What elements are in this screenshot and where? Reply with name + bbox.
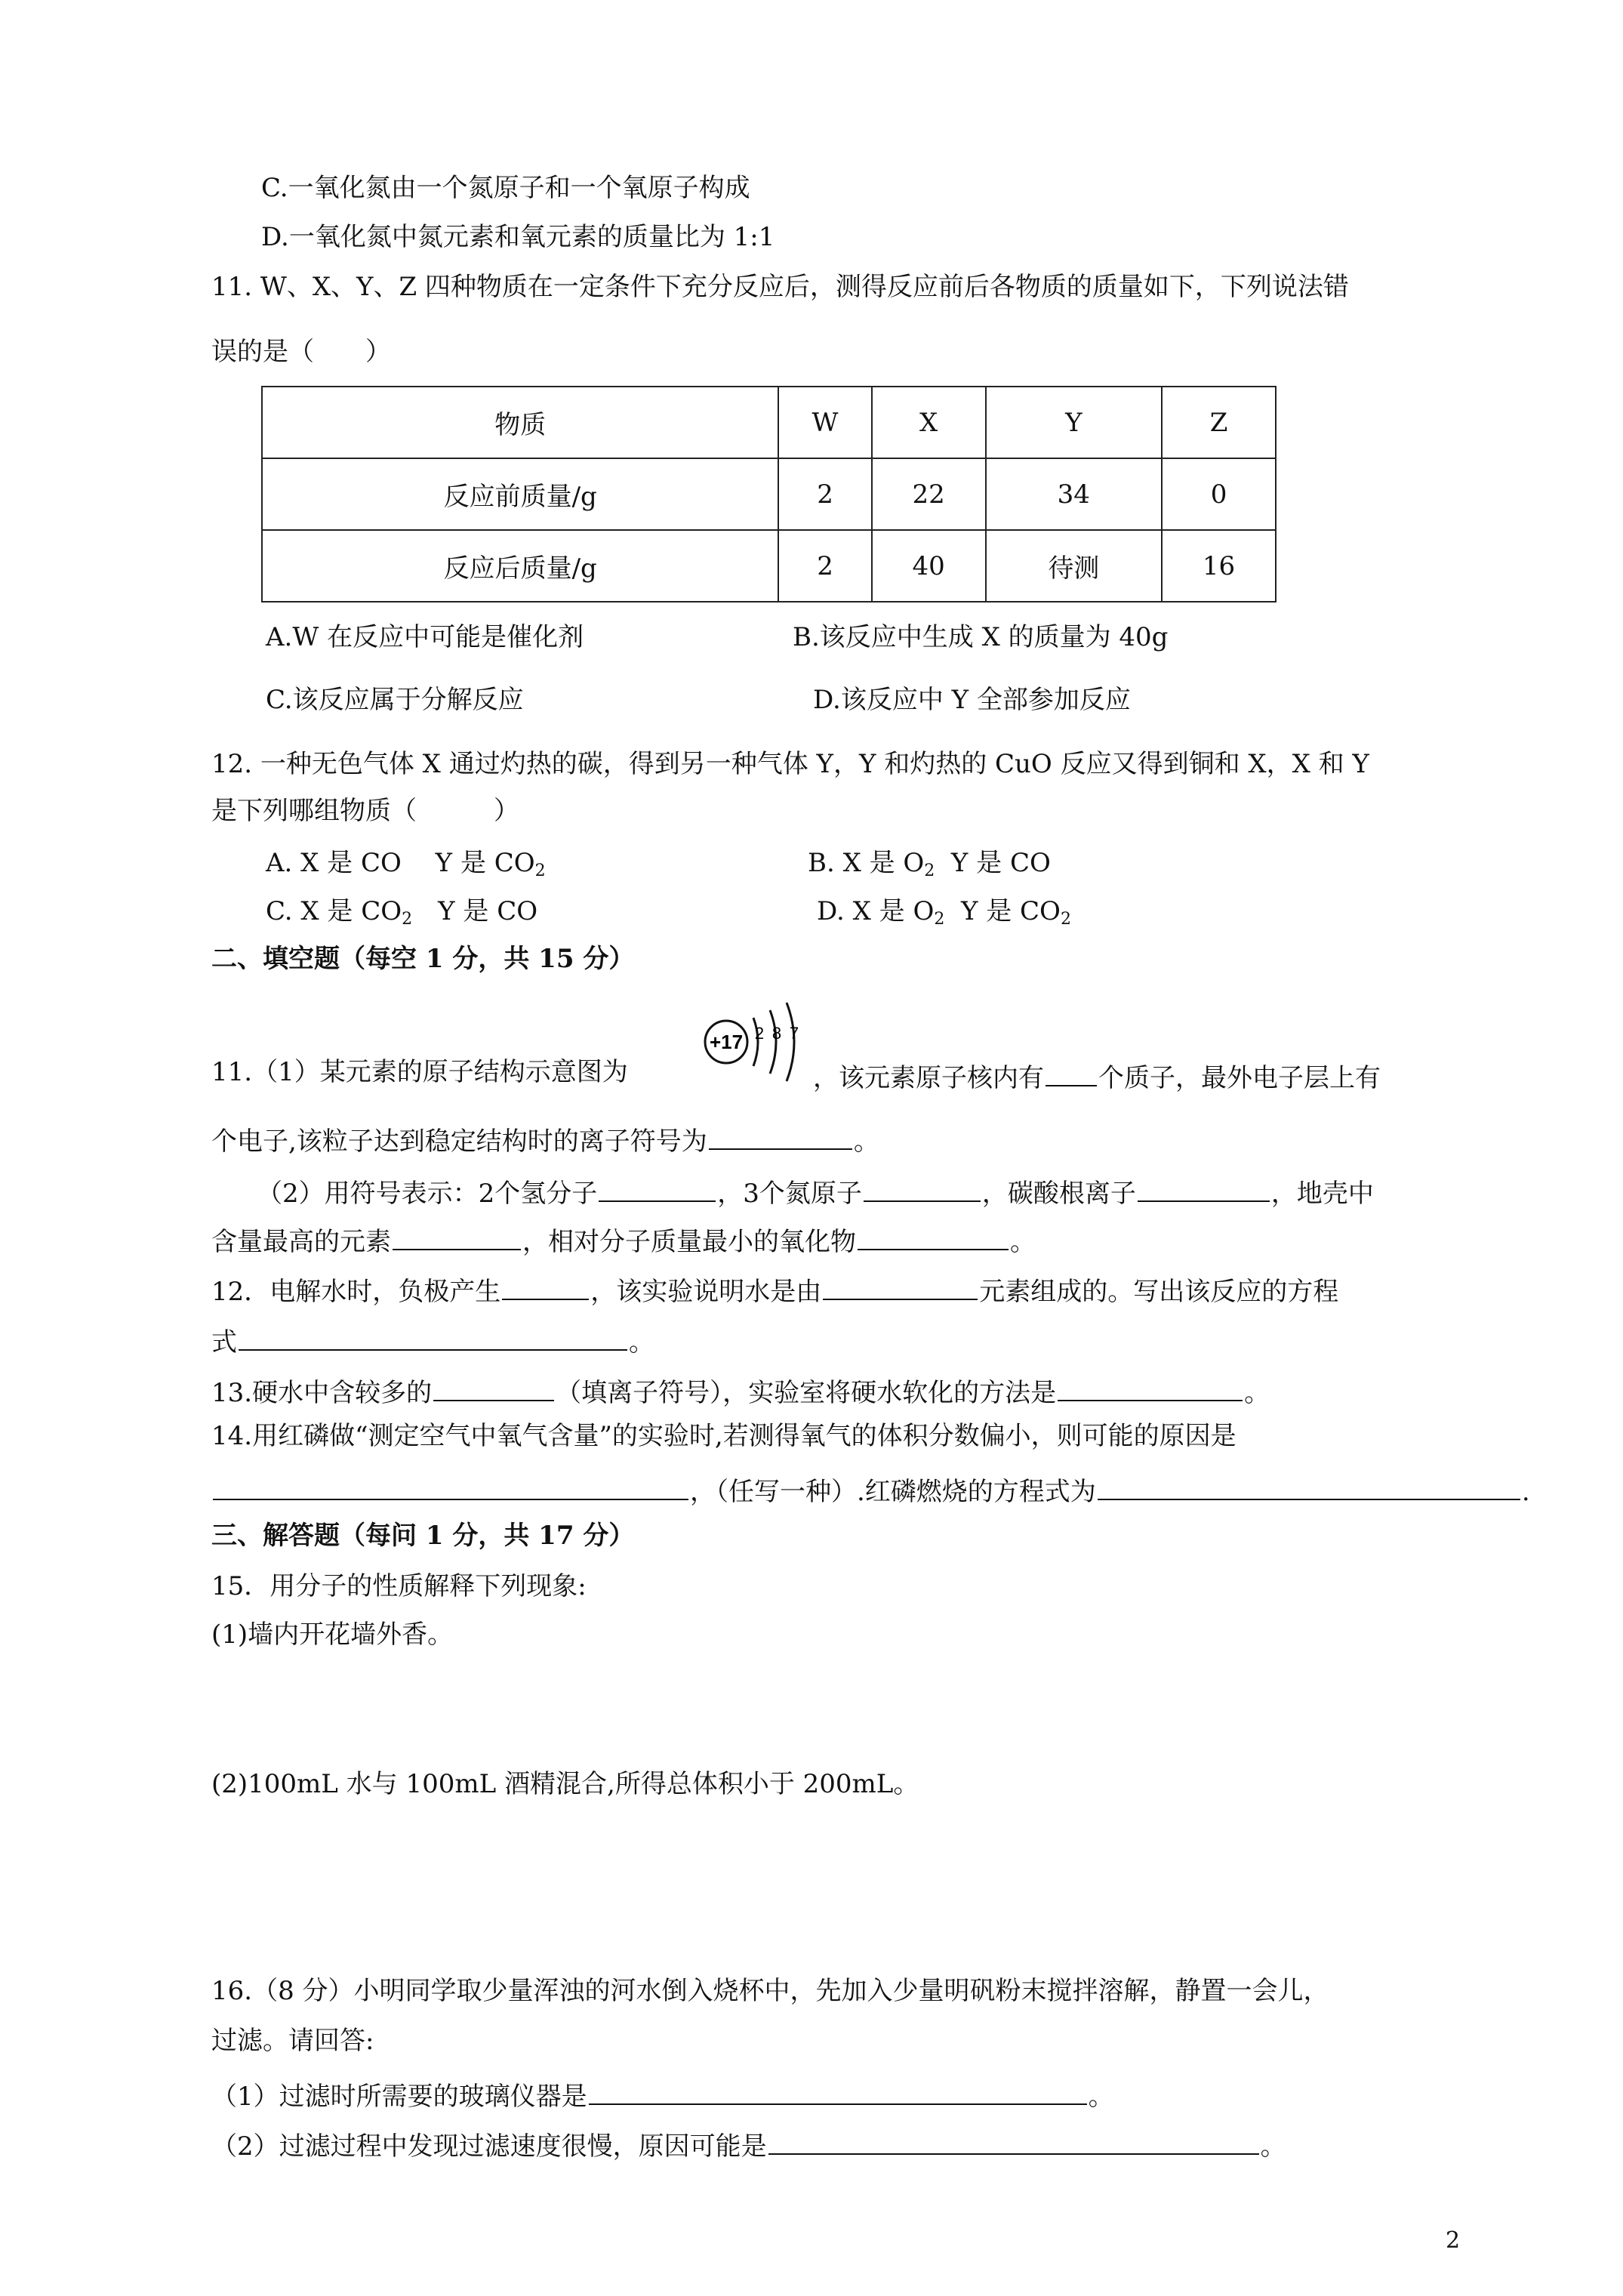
- table-cell: 0: [1162, 458, 1276, 530]
- f11-line1-a: 11.（1）某元素的原子结构示意图为: [211, 1057, 628, 1087]
- q15-part2: (2)100mL 水与 100mL 酒精混合,所得总体积小于 200mL。: [211, 1769, 919, 1799]
- f11-line1-b: ，该元素原子核内有 个质子，最外电子层上有: [813, 1059, 1381, 1091]
- nucleus-charge: +17: [709, 1031, 744, 1053]
- q12-stem-line1: 12. 一种无色气体 X 通过灼热的碳，得到另一种气体 Y，Y 和灼热的 CuO 反应又得到铜和 X，X 和 Y: [211, 749, 1369, 779]
- q12-option-c: C. X 是 $CO_2$ Y 是 CO: [266, 896, 538, 929]
- q10-option-c: C.一氧化氮由一个氮原子和一个氧原子构成: [261, 173, 750, 203]
- answer-blank[interactable]: [1046, 1059, 1097, 1086]
- table-cell: 2: [778, 458, 871, 530]
- answer-blank[interactable]: [213, 1473, 688, 1500]
- table-cell: 40: [872, 530, 986, 602]
- shell-electron-count: 2: [754, 1024, 765, 1043]
- answer-blank[interactable]: [768, 2128, 1259, 2155]
- table-cell: 34: [986, 458, 1162, 530]
- q15-part1: (1)墙内开花墙外香。: [211, 1620, 454, 1650]
- shell-electron-count: 8: [771, 1024, 782, 1043]
- answer-blank[interactable]: [239, 1324, 627, 1351]
- f12-line1: 12．电解水时，负极产生 ，该实验说明水是由 元素组成的。写出该反应的方程: [211, 1273, 1338, 1305]
- answer-blank[interactable]: [709, 1123, 852, 1150]
- answer-blank[interactable]: [1098, 1473, 1520, 1500]
- shell-electron-count: 7: [789, 1024, 799, 1043]
- f14-line1: 14.用红磷做“测定空气中氧气含量”的实验时,若测得氧气的体积分数偏小，则可能的原因是: [211, 1421, 1236, 1451]
- f11-line4: 含量最高的元素 ，相对分子质量最小的氧化物 。: [211, 1223, 1036, 1255]
- table-cell: 待测: [986, 530, 1162, 602]
- table-cell: 反应后质量/g: [262, 530, 778, 602]
- q12-option-d: D. X 是 $O_2$ Y 是 $CO_2$: [817, 896, 1071, 929]
- q16-part2: （2）过滤过程中发现过滤速度很慢，原因可能是 。: [211, 2128, 1286, 2159]
- table-header-cell: Y: [986, 387, 1162, 458]
- table-cell: 16: [1162, 530, 1276, 602]
- q16-part1: （1）过滤时所需要的玻璃仪器是 。: [211, 2078, 1114, 2110]
- q15-stem: 15．用分子的性质解释下列现象:: [211, 1571, 587, 1601]
- table-header-cell: 物质: [262, 387, 778, 458]
- table-header-cell: X: [872, 387, 986, 458]
- answer-blank[interactable]: [433, 1374, 554, 1401]
- q11-option-a: A.W 在反应中可能是催化剂: [266, 622, 584, 652]
- q16-stem-line1: 16.（8 分）小明同学取少量浑浊的河水倒入烧杯中，先加入少量明矾粉末搅拌溶解，静置一会儿，: [211, 1976, 1329, 2006]
- answer-blank[interactable]: [1058, 1374, 1243, 1401]
- table-header-cell: Z: [1162, 387, 1276, 458]
- f12-line2: 式 。: [211, 1324, 654, 1355]
- f11-line2: 个电子,该粒子达到稳定结构时的离子符号为 。: [211, 1123, 879, 1154]
- f14-line2: ，（任写一种）.红磷燃烧的方程式为 .: [211, 1473, 1530, 1505]
- f11-line3: （2）用符号表示：2个氢分子 ，3个氮原子 ，碳酸根离子 ，地壳中: [257, 1175, 1374, 1207]
- section-2-title: 二、填空题（每空 1 分，共 15 分）: [211, 944, 635, 974]
- table-cell: 2: [778, 530, 871, 602]
- q11-option-b: B.该反应中生成 X 的质量为 40g: [793, 622, 1169, 652]
- answer-blank[interactable]: [1138, 1175, 1270, 1202]
- q11-stem-line2: 误的是（ ）: [211, 337, 391, 367]
- q12-stem-line2: 是下列哪组物质（ ）: [211, 796, 519, 826]
- q12-option-b: B. X 是 $O_2$ Y 是 CO: [808, 848, 1051, 880]
- answer-blank[interactable]: [823, 1273, 978, 1300]
- f13-line: 13.硬水中含较多的 （填离子符号），实验室将硬水软化的方法是 。: [211, 1374, 1270, 1406]
- atomic-structure-diagram: [702, 995, 815, 1086]
- answer-blank[interactable]: [589, 2078, 1087, 2105]
- table-row: [262, 458, 1276, 530]
- answer-blank[interactable]: [864, 1175, 981, 1202]
- q12-option-a: A. X 是 CO Y 是 $CO_2$: [266, 848, 546, 880]
- table-cell: 22: [872, 458, 986, 530]
- q16-stem-line2: 过滤。请回答:: [211, 2026, 374, 2056]
- q10-option-d: D.一氧化氮中氮元素和氧元素的质量比为 1:1: [261, 222, 775, 252]
- answer-blank[interactable]: [858, 1223, 1009, 1250]
- table-header-row: [262, 387, 1276, 458]
- q11-option-c: C.该反应属于分解反应: [266, 685, 524, 715]
- answer-blank[interactable]: [393, 1223, 521, 1250]
- table-header-cell: W: [778, 387, 871, 458]
- page-number: 2: [1446, 2227, 1461, 2254]
- table-row: [262, 530, 1276, 602]
- section-3-title: 三、解答题（每问 1 分，共 17 分）: [211, 1521, 635, 1551]
- answer-blank[interactable]: [599, 1175, 716, 1202]
- q11-option-d: D.该反应中 Y 全部参加反应: [813, 685, 1131, 715]
- table-cell: 反应前质量/g: [262, 458, 778, 530]
- answer-blank[interactable]: [502, 1273, 589, 1300]
- q11-stem-line1: 11. W、X、Y、Z 四种物质在一定条件下充分反应后，测得反应前后各物质的质量如下，下列说法错: [211, 272, 1349, 302]
- q11-mass-table: [261, 386, 1277, 603]
